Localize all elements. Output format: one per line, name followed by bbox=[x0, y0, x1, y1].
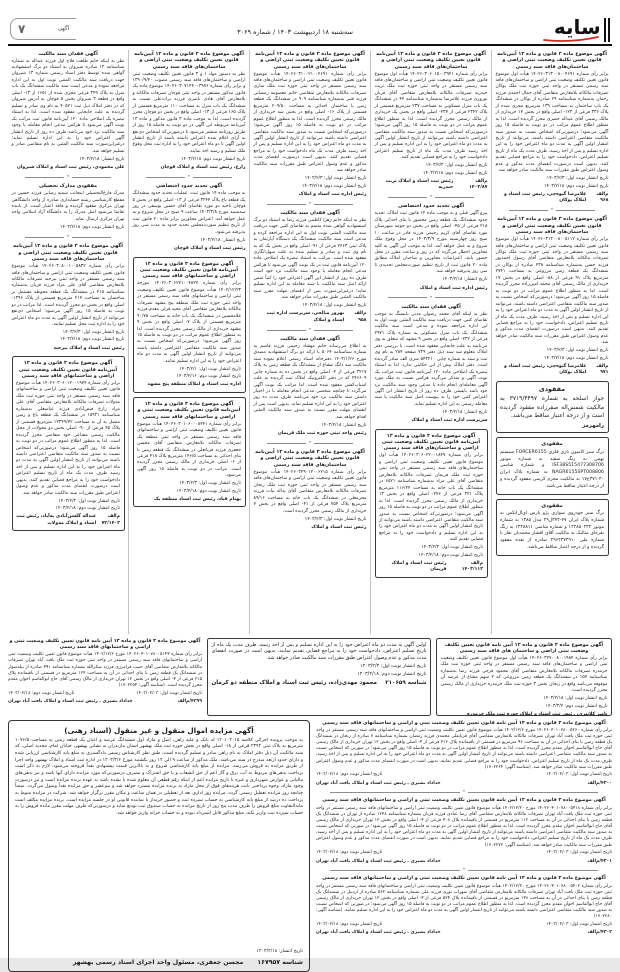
ad-signature bbox=[137, 382, 241, 388]
ad-dates bbox=[254, 423, 367, 430]
registrar-name: خداداد بشیری ـ رئیس ثبت اسناد و املاک یافت آباد تهران bbox=[316, 930, 441, 936]
divider-star: ٭ bbox=[462, 867, 466, 873]
ad-body: نظر به اینکه آقای محمد رضوان مدنی بایسنگ به موجب تقاضای کتبی جهت دریافت سند مالکیت المثنی نوبت اول به این اداره مراجعه نموده و مدعی است سند مالکیت ششدانگ یک باب منزل مسکونی به شماره پلاک ۲۹۷۱ فرعی از ۲۳۲- اصلی واقع در بخش ۹ مشهد که متعلق به وی می‌باشد به علت جابجایی مفقود شده است. با بررسی دفتر املاک معلوم شد سند ذیل دفتر ۷۳۹ صفحه ۲۸۴ به نام وی ثبت و سند به شماره چاپی ۵۴۳۲۱۰ سری الف صادر گردیده است. دفتر املاک بیش از این حکایتی ندارد. لذا به استناد تبصره یک اصلاحی ماده ۱۲۰ آیین‌نامه قانون ثبت مراتب یک نوبت آگهی و متذکر می‌گردد هرکس نسبت به ملک مورد آگهی معامله‌ای انجام داده یا مدعی وجود سند مالکیت نزد خود باشد بایستی ظرف ده روز از تاریخ انتشار این آگهی اعتراض کتبی خود را به پیوست اصل سند مالکیت یا سند معامله رسمی به این اداره تسلیم نماید. bbox=[374, 311, 488, 407]
ad-body: برابر رأی شماره ۱۴۰۲۶۰۳۰۱۰۷۸۰۰۵۱۴۳ مورخ ۱۴۰۲/۱۲/۶ هیأت موضوع قانون تعیین تکلیف وضعیت ثبتی اراضی و ساختمانهای فاقد سند رسمی مستقر در واحد ثبتی حوزه ثبت ملک یافت آباد تهران تصرفات مالکانه بلامعارض متقاضی آقای حبیب فرامرزی فرزند شکرالله بشماره شناسنامه ۳۹۱ صادره از بیله‌سوار در ششدانگ یک قطعه زمین با بنای احداثی در آن به مساحت ۱۲۴ مترمربع در قسمتی از باقیمانده پلاک ۲۱۵ فرعی از ۳- اصلی واقع در بخش ۱۲ تهران خریداری از مالک رسمی آقای حاج ابوالقاسم اخوان مقدم محرز گردیده است. (شناسه آگهی: ۱۷۰۲۲۵۴) bbox=[8, 652, 203, 688]
publish-date: تاریخ انتشار نوبت دوم: ۱۴۰۳/۲/۱۸ bbox=[55, 506, 120, 511]
ad-dates bbox=[12, 330, 125, 344]
divider-line bbox=[314, 330, 352, 331]
ad-dates bbox=[8, 691, 202, 698]
ad-divider bbox=[330, 868, 598, 873]
registrar-name: غلامرضا گیوه‌چی، رئیس ثبت اسناد و املاک بوکان bbox=[503, 363, 587, 376]
ad-title: آگهی موضوع ماده ۳ قانون و ماده ۱۳ آیین‌نامه قانون تعیین تکلیف وضعیت ثبتی اراضی و ساختمان‌های فاقد سند رسمی bbox=[376, 50, 486, 70]
divider-star: ٭ bbox=[462, 789, 466, 795]
ad-block bbox=[207, 638, 431, 716]
auction-footer bbox=[15, 957, 303, 966]
divider-line bbox=[468, 870, 598, 871]
divider-line bbox=[388, 197, 426, 198]
registrar-name: رئیس ثبت اسناد و املاک تربت حیدریه bbox=[385, 178, 454, 191]
column-2 bbox=[371, 50, 492, 634]
publish-date: تاریخ انتشار نوبت اول: ۱۴۰۳/۲/۱۸ bbox=[543, 696, 608, 702]
ad-signature bbox=[496, 192, 609, 205]
ad-title: آگهی تحدید حدود اختصاصی bbox=[397, 203, 465, 210]
registrar-name: رئیس اداره ثبت اسناد و املاک bbox=[298, 191, 367, 197]
column-4 bbox=[129, 50, 250, 634]
ad-signature bbox=[441, 712, 608, 718]
divider-line bbox=[72, 177, 110, 178]
publish-date: تاریخ انتشار نوبت دوم: ۱۴۰۳/۲/۱۸ bbox=[544, 355, 609, 361]
ad-title: مفقودی bbox=[541, 502, 563, 509]
ad-body: برگ سبز خودروی سواری پژو پارس ای‌ال‌ایکس به شماره پلاک ایران ۷۷-۳۷۲ل۴۹ مدل ۱۳۸۵ به شماره موتور ۱۲۴۸۵۰۴۳۲ و شماره شاسی ۱۳۴۸۸۱۱ به رنگ نقره‌ای متالیک به مالکیت آقای افشار محمدیان نقار با شماره ملی ۲۹۶۴۳۷۴۹۱۰ صادره از نقده مفقود گردیده و از درجه اعتبار ساقط می‌باشد. bbox=[500, 510, 604, 550]
registrar-name: اداره ثبت اسناد و املاک منطقه پنج مشهد bbox=[147, 382, 241, 388]
publish-date: تاریخ انتشار نوبت اول: ۱۴۰۳/۲/۳ bbox=[58, 498, 120, 504]
ad-signature bbox=[316, 859, 612, 865]
ad-title: آگهی موضوع ماده ۳ قانون و ماده ۱۳ آیین‌نامه قانون تعیین تکلیف وضعیت ثبتی اراضی و ساختمان‌های فاقد سند رسمی bbox=[13, 243, 123, 263]
ad-title: مفقودی مدارک تحصیلی bbox=[38, 183, 97, 190]
publish-date: تاریخ انتشار نوبت اول: ۱۴۰۳/۲/۳ bbox=[179, 481, 241, 487]
ad-title: آگهی موضوع ماده ۳ قانون و ماده ۱۳ آیین نامه قانون تعیین تکلیف وضعیت ثبتی و اراضی و ساختمانهای فاقد سند رسمی bbox=[322, 876, 606, 882]
publish-date: تاریخ انتشار نوبت اول: ۱۴۰۳/۲/۳ bbox=[421, 545, 483, 551]
ad-title: آگهی موضوع ماده ۳ قانون و ماده ۱۳ آیین نامه قانون تعیین تکلیف وضعیت ثبتی و اراضی و ساختمانهای فاقد سند رسمی bbox=[9, 638, 201, 650]
ad-title: آگهی موضوع ماده ۳ قانون و ماده ۱۳ آیین‌نامه قانون تعیین تکلیف وضعیت ثبتی و اراضی و ساختمانهای فاقد سند رسمی bbox=[137, 400, 241, 420]
ad-body: برابر رأی شماره ۱۴۰۲۶۰۳۰۱۰۷۸۰۰۵۴۰۲ مورخ ۱۴۰۲/۱۲/۲۰ هیأت موضوع قانون تعیین تکلیف وضعیت ثبتی اراضی و ساختمانهای فاقد سند رسمی مستقر در واحد ثبتی حوزه ثبت ملک یافت آباد تهران تصرفات مالکانه بلامعارض متقاضی آقای سهراب نوری فرزند علی بشماره شناسنامه ۵۶۲ صادره از اردبیل در ششدانگ یک قطعه زمین با بنای احداثی در آن به مساحت ۱۳۸ مترمربع در قسمتی از باقیمانده پلاک ۵۲۴ فرعی از ۳- اصلی واقع در بخش ۱۲ تهران خریداری از مالک رسمی آقای حاج ابوالقاسم اخوان مقدم محرز گردیده است. لذا به منظور اطلاع عموم مراتب در دو نوبت به فاصله ۱۵ روز آگهی می‌شود؛ در صورتی که اشخاص نسبت به صدور سند مالکیت متقاضی اعتراضی داشته باشند می‌توانند از تاریخ انتشار اولین آگهی به مدت دو ماه اعتراض خود را به این اداره تسلیم نمایند. (شناسه آگهی: ۱۷۰۲۲۸۰) bbox=[316, 883, 613, 920]
ad-dates bbox=[12, 157, 125, 164]
registrar-name: خداداد بشیری ـ رئیس ثبت اسناد و املاک یافت آباد تهران bbox=[316, 858, 441, 864]
divider-star: ٭ bbox=[429, 294, 433, 300]
columns-container bbox=[8, 50, 612, 634]
publish-date: تاریخ انتشار نوبت اول: ۱۴۰۳/۰۲/۰۳ bbox=[136, 690, 202, 696]
middle-right-notice bbox=[436, 638, 612, 716]
divider-star: ٭ bbox=[429, 194, 433, 200]
ad-dates bbox=[16, 499, 120, 513]
ad-dates bbox=[316, 772, 612, 779]
divider-line bbox=[468, 792, 598, 793]
ad-dates bbox=[316, 850, 612, 857]
publish-date: تاریخ انتشار: ۱۴۰۳/۲/۱۸ bbox=[200, 237, 246, 243]
ad-place: رامهرمز bbox=[582, 423, 604, 430]
ad-title: آگهی موضوع ماده ۳ قانون و ماده ۱۳ آیین نامه قانون تعیین تکلیف وضعیت ثبتی و اراضی و ساختمانهای فاقد سند رسمی bbox=[322, 720, 606, 726]
page-number: ۷ bbox=[18, 22, 26, 36]
ad-block bbox=[133, 51, 246, 172]
publish-date: تاریخ انتشار نوبت دوم: ۱۴۰۳/۳/۲ bbox=[545, 703, 608, 709]
ad-dates bbox=[375, 410, 488, 417]
registrar-name: رئیس ثبت اسناد و املاک bbox=[311, 524, 367, 530]
ad-signature bbox=[254, 311, 367, 324]
ad-signature bbox=[254, 525, 367, 531]
divider-line bbox=[388, 297, 426, 298]
ad-block bbox=[133, 183, 246, 252]
divider-line bbox=[25, 177, 63, 178]
publish-date: تاریخ انتشار نوبت دوم: ۱۴۰۳/۰۲/۱۸ bbox=[8, 690, 75, 696]
publish-date: تاریخ انتشار نوبت دوم: ۱۴۰۳/۲/۱۸ bbox=[418, 552, 483, 558]
ad-title: آگهی موضوع ماده ۳ قانون و ماده ۱۳ آیین نامه قانون تعیین تکلیف وضعیت ثبتی و اراضی و ساختمانهای فاقد سند رسمی bbox=[322, 798, 606, 804]
ad-body: نظر به اینکه خانم طلعت فلاح اول فرزند عبداله به شماره شناسنامه ۱۳ صادره شیروان به استناد دو برگ استشهادیه گواهی شده توسط دفتر اسناد رسمی شماره ۱۳ شیروان جهت دریافت سند مالکیت المثنی نوبت اول به این اداره مراجعه نموده و مدعی است سند مالکیت ششدانگ یک باب منزل به پلاک ۳۴۹ فرعی مجزی شده از ۱۶۵۱ از ۱۳- اصلی واقع در قطعه ۳ شیروان بخش ۵ قوچان به آدرس شیروان که در دفتر املاک ذیل ثبت ۴۰۵۲۱ به نام وی صادر و تسلیم گردیده به علت جابجایی مفقود شده است. لذا به استناد تبصره یک اصلاحی ماده ۱۲۰ آیین‌نامه قانون ثبت مراتب یک نوبت آگهی می‌شود تا هرکس مدعی انجام معامله یا وجود سند مالکیت نزد خود می‌باشد ظرف ده روز از تاریخ انتشار آگهی اعتراض خود را به این اداره تسلیم نماید؛ درغیراین‌صورت سند مالکیت المثنی به نام متقاضی صادر و تسلیم خواهد شد. bbox=[11, 58, 125, 154]
ad-title: آگهی موضوع ماده ۳ قانون و ماده ۱۳ آیین‌نامه قانون تعیین تکلیف وضعیت ثبتی اراضی و ساختمان‌های فاقد سند رسمی bbox=[255, 448, 365, 468]
ad-body: جواز اسلحه به شماره ۳۷۱۹/۴۴۹۷ به مالکیت شمس‌اله صفرزاده مفقود گردیده است و از درجه اعتبار ساقط می‌باشد. bbox=[500, 395, 605, 420]
malf-number: ۴۳۰۰/م‌الف bbox=[587, 780, 612, 786]
auction-notice-box bbox=[8, 720, 310, 972]
publish-date: تاریخ انتشار نوبت اول: ۱۴۰۳/۰۲/۰۳ bbox=[546, 850, 612, 856]
ad-dates bbox=[133, 238, 246, 245]
publish-date: تاریخ انتشار نوبت دوم: ۱۴۰۳/۰۲/۱۸ bbox=[316, 850, 383, 856]
page-header bbox=[8, 6, 612, 42]
ad-block bbox=[254, 449, 367, 531]
ad-dates bbox=[375, 277, 488, 284]
bottom-strip bbox=[8, 720, 612, 972]
logo-text: سایه bbox=[553, 15, 601, 39]
ad-block bbox=[496, 51, 609, 205]
publish-date: تاریخ انتشار نوبت دوم: ۱۴۰۳/۲/۱۸ bbox=[544, 183, 609, 189]
publish-date: تاریخ انتشار نوبت اول: ۱۴۰۳/۲/۳ bbox=[62, 330, 125, 336]
divider-star: ٭ bbox=[66, 174, 70, 180]
ad-block bbox=[375, 429, 488, 578]
ad-signature bbox=[379, 561, 483, 574]
registrar-name: رئیس ثبت اسناد و املاک بیرجند bbox=[53, 345, 125, 351]
divider-line bbox=[267, 330, 305, 331]
registrar-name: علی محمودی، رئیس ثبت اسناد و املاک شیروان bbox=[16, 165, 125, 171]
divider-line bbox=[25, 237, 63, 238]
auction-body: به موجب پرونده اجرائی کلاسه ۱۴۰۱۰۴۰۱۵ له بانک و علیه راهن، اصل و مازاد اول ششدانگ عرصه و اعیان یک قطعه زمین به مساحت ۱۰۷۶/۵ مترمربع به پلاک ثبتی ۲۳۹۲ فرعی از ۱۸- اصلی واقع در بخش حوزه ثبت ملک بهشهر استان مازندران به نشانی بهشهر، خیابان امام، مجدیه اصلی، که سند مالکیت آن ذیل دفتر املاک به نام راهن صادر و تسلیم گردیده است، طبق نظر کارشناس رسمی دادگستری به مبلغ پایه کارشناسی ارزیابی شده و دارای حدود اربعه مندرج در سند می‌باشد. ملک مذکور از ساعت ۹ الی ۱۲ روز یکشنبه مورخ ۱۴۰۳/۳/۶ در اداره ثبت اسناد و املاک بهشهر واحد اجرا از طریق مزایده به فروش می‌رسد. مزایده از مبلغ پایه کارشناسی شروع و به بالاترین قیمت پیشنهادی نقداً فروخته می‌شود. لازم به ذکر است پرداخت بدهی‌های مربوط به آب، برق و گاز اعم از حق انشعاب و یا حق اشتراک و مصرف درصورتی‌که مورد مزایده دارای آنها باشد و نیز بدهی‌های مالیاتی و عوارض شهرداری و غیره تا تاریخ مزایده اعم از اینکه رقم قطعی آن معلوم شده یا نشده باشد به عهده برنده مزایده است و نیز درصورت وجود مازاد، وجوه پرداختی بابت هزینه‌های فوق از محل مازاد به برنده مزایده مسترد خواهد شد و نیم‌عشر و حق مزایده نقداً وصول می‌گردد. ضمناً چنانچه روز مزایده تعطیل رسمی گردد، مزایده روز اداری بعد از تعطیلی در همان ساعت و مکان مقرر برگزار خواهد شد. شرکت در مزایده منوط به پرداخت ده درصد از مبلغ پایه کارشناسی به حساب سپرده ثبت و حضور خریدار یا نماینده قانونی او در جلسه مزایده است. برنده مزایده مکلف است مابه‌التفاوت مبلغ فروش را ظرف مدت پنج روز از تاریخ مزایده به حساب صندوق ثبت تودیع نماید و درصورتی‌که ظرف مهلت مقرر مانده فروش را به حساب سپرده ثبت واریز نکند، مبلغ مذکور قابل استرداد نبوده و به حساب خزانه واریز خواهد شد. bbox=[15, 737, 303, 816]
divider-star: ٭ bbox=[308, 326, 312, 332]
ad-dates bbox=[496, 176, 609, 190]
malf-number: م‌الف ۹۷۱ bbox=[596, 363, 609, 376]
ad-body: برابر رأی شماره ۱۴۰۲۶۰۳۰۶۲۷۱۰۰۴۸۲۷ مورخه ۱۴۰۲/۱۲/۲۳ هیأت موضوع قانون تعیین تکلیف وضعیت ثبتی اراضی و ساختمانهای فاقد سند رسمی مستقر در واحد ثبتی حوزه ثبت ملک منطقه پنج مشهد تصرفات مالکانه بلامعارض متقاضی آقای مجید قزلی مقدم فرزند غلامحسین در ششدانگ یک باب خانه به مساحت ۹۰/۷۵ مترمربع قسمتی از پلاک ۷- اصلی واقع در بخش ۹ مشهد خریداری از مالک رسمی محرز گردیده است. لذا به منظور اطلاع عموم مراتب در دو نوبت به فاصله ۱۵ روز آگهی می‌شود؛ درصورتی‌که اشخاص نسبت به صدور سند مالکیت متقاضی اعتراضی داشته باشند می‌توانند از تاریخ انتشار اولین آگهی به مدت دو ماه اعتراض خود را به این اداره تسلیم نمایند. bbox=[137, 281, 241, 364]
divider-line bbox=[146, 177, 184, 178]
ad-signature bbox=[254, 431, 367, 437]
ad-title: آگهی موضوع ماده ۳ قانون و ماده ۱۳ آیین‌نامه قانون تعیین تکلیف وضعیت ثبتی اراضی و ساختمانهای فاقد سند رسمی bbox=[139, 260, 239, 280]
ad-dates bbox=[137, 481, 241, 495]
logo-bars-icon bbox=[604, 18, 610, 42]
ad-body: برابر رأی شماره ۱۴۰۲۶۰۳۰۱۰۷۸۰۰۵۳۱۸ مورخ ۱۴۰۲/۱۲/۲۰ هیأت موضوع قانون تعیین تکلیف وضعیت ثبتی اراضی و ساختمانهای فاقد سند رسمی مستقر در واحد ثبتی حوزه ثبت ملک یافت آباد تهران تصرفات مالکانه بلامعارض متقاضی آقای رضا عبادی فرزند قربان بشماره شناسنامه ۱۲۴۸ صادره از تهران در ششدانگ یک قطعه زمین با بنای احداثی در آن به مساحت ۱۱۲ مترمربع در قسمتی از باقیمانده پلاک ۳۰۸ فرعی از ۳- اصلی واقع در بخش ۱۲ تهران خریداری از مالک رسمی آقای حاج ابوالقاسم اخوان مقدم محرز گردیده است. لذا به منظور اطلاع عموم مراتب در دو نوبت به فاصله ۱۵ روز آگهی می‌شود؛ در صورتی که اشخاص نسبت به صدور سند مالکیت متقاضی اعتراضی داشته باشند می‌توانند از تاریخ انتشار اولین آگهی به مدت دو ماه اعتراض خود را به این اداره تسلیم و پس از اخذ رسید، ظرف مدت یک ماه از تاریخ تسلیم اعتراض، دادخواست خود را به مراجع قضایی تقدیم نمایند. بدیهی است در صورت انقضای مدت مذکور و عدم وصول اعتراض طبق مقررات سند مالکیت صادر خواهد شد. (شناسه آگهی: ۱۷۰۲۲۷۲) bbox=[316, 805, 613, 848]
ad-dates bbox=[379, 545, 483, 559]
divider-line bbox=[267, 443, 305, 444]
ad-block bbox=[12, 356, 125, 531]
ad-dates bbox=[137, 367, 241, 381]
malf-number: م‌الف ۹۵۸ bbox=[354, 311, 367, 323]
column-5 bbox=[8, 50, 129, 634]
registrar-name: زارع، رئیس ثبت اسناد و املاک قوچان bbox=[160, 165, 246, 171]
ad-body: برابر رأی شماره ۱۴۰۲۶۰۳۱۰۰۲۱۰۰۴۶۹۱ هیأت موضوع قانون تعیین تکلیف وضعیت ثبتی اراضی و ساختمان‌های فاقد سند رسمی مستقر در واحد ثبتی حوزه ثبت ملک ساری تصرفات مالکانه بلامعارض متقاضی خانم معصومه رمضانی فرزند قنبر به‌شماره شناسنامه ۹۰۹ در ششدانگ یک قطعه زمین با ساختمان احداثی به مساحت ۲۰۹/۵۰ مترمربع قسمتی از پلاک ۱۶- اصلی واقع در بخش سه خریداری از مالک رسمی محرز گردیده است. لذا به منظور اطلاع عموم مراتب در دو نوبت به فاصله ۱۵ روز آگهی می‌شود؛ درصورتی‌که اشخاص نسبت به صدور سند مالکیت متقاضی اعتراضی داشته باشند می‌توانند از تاریخ انتشار اولین آگهی به مدت دو ماه اعتراض خود را به این اداره تسلیم و پس از اخذ رسید ظرف مدت یک ماه دادخواست خود را به مراجع قضایی تقدیم کنند. بدیهی است درصورت انقضای مدت مذکور و عدم وصول اعتراض طبق مقررات سند مالکیت صادر خواهد شد. bbox=[253, 71, 367, 174]
ad-divider bbox=[268, 328, 353, 333]
ad-block bbox=[375, 51, 488, 192]
ad-signature bbox=[133, 165, 246, 171]
registrar-name: بهروز صالحی، سرپرست اداره ثبت اسناد و املاک bbox=[266, 311, 345, 323]
ad-block bbox=[316, 721, 612, 787]
divider-star: ٭ bbox=[308, 200, 312, 206]
publish-date: تاریخ انتشار نوبت اول: ۱۴۰۳/۰۲/۰۳ bbox=[546, 921, 612, 927]
ad-divider bbox=[389, 195, 474, 200]
header-rule bbox=[8, 44, 612, 46]
registrar-name: ناصر کلانتری، رئیس ثبت اسناد و املاک حوزه ثبت ملک خرمدره bbox=[467, 711, 608, 717]
ad-title: آگهی موضوع ماده ۳ قانون و ماده ۱۳ آیین‌نامه قانون تعیین تکلیف وضعیت ثبتی اراضی و ساختمان‌های فاقد سند رسمی bbox=[497, 216, 607, 236]
ad-block bbox=[496, 216, 609, 377]
malf-number: ۴۲۹۹/م‌الف bbox=[177, 698, 202, 704]
publish-date: تاریخ انتشار: ۱۴۰۳/۲/۱۸ bbox=[442, 409, 488, 415]
ad-body: به موجب ماده ۱۴ قانون ثبت، عملیات تحدید حدود ششدانگ یک قطعه باغ پلاک ۳۲۴۴ فرعی از ۱۳- اصلی واقع در بخش ۵ قوچان ناحیه دو مورد تقاضای آقای حسین یوسفی در روز سه‌شنبه مورخ ۱۴۰۳/۳/۸ ساعت ۹ صبح در محل شروع و به عمل خواهد آمد. اعتراض مجاورین برابر ماده ۲۰ قانون ثبت از تاریخ تنظیم صورت‌مجلس تحدید حدود به مدت سی روز پذیرفته می‌شود. bbox=[132, 191, 246, 235]
divider-line bbox=[72, 237, 110, 238]
bottom-left-notices bbox=[316, 720, 612, 972]
ad-block bbox=[254, 336, 367, 438]
publish-date: تاریخ انتشار: ۱۴۰۳/۲/۱۸ bbox=[321, 422, 367, 428]
auction-officer-name: محسن جعفری، مسئول واحد اجرای اسناد رسمی بهشهر bbox=[72, 958, 244, 966]
registrar-name: عبداله گلشن‌آبادی به‌آباد، رئیس ثبت اسناد و املاک مه‌ولات bbox=[16, 514, 97, 526]
ad-block bbox=[496, 499, 609, 556]
ad-body: پیرو آگهی قبلی و به موجب ماده ۱۴ قانون ثبت املاک، تحدید حدود ششدانگ یک قطعه زمین محصور با بنای احداثی پلاک ۲۱۸ فرعی از ۴۵- اصلی واقع در بخش دو حومه شهرستان مورد تقاضای آقای کریم رحیمی فرزند قادر در ساعت ۱۰ صبح روز چهارشنبه مورخ ۱۴۰۳/۳/۹ در محل وقوع ملک شروع و به عمل خواهد آمد. لذا به موجب این آگهی به کلیه مجاورین اخطار می‌گردد که در روز و ساعت مقرر در محل حضور یابند. اعتراضات مجاورین و صاحبان املاک مطابق ماده ۲۰ قانون ثبت از تاریخ تنظیم صورت‌مجلس تحدیدی تا سی روز پذیرفته خواهد شد. bbox=[374, 211, 488, 275]
ad-title: آگهی موضوع ماده ۳ قانون و ماده ۱۳ آیین‌نامه قانون تعیین تکلیف وضعیت ثبتی اراضی و ساختمان‌های فاقد سند رسمی bbox=[381, 432, 481, 452]
ad-title: آگهی فقدان سند مالکیت bbox=[38, 50, 98, 57]
registrar-name: غلامرضا گیوه‌چی، رئیس ثبت اسناد و املاک بوکان bbox=[503, 191, 587, 204]
ad-divider bbox=[26, 235, 111, 240]
ad-block bbox=[12, 183, 125, 232]
column-1 bbox=[492, 50, 612, 634]
divider-line bbox=[435, 297, 473, 298]
ad-signature bbox=[12, 165, 125, 171]
logo-red-underline-icon bbox=[543, 36, 599, 42]
ad-title: آگهی موضوع ماده ۳ قانون و ماده ۱۳ آیین‌نامه قانون تعیین تکلیف وضعیت ثبتی اراضی و ساختمان‌های فاقد سند رسمی bbox=[134, 50, 244, 70]
divider-line bbox=[193, 177, 231, 178]
malf-number: م‌الف ۷۲/۱۴۰۳ bbox=[101, 514, 120, 526]
ad-body: برابر رأی شماره ۱۴۰۲۶۰۳۱۳۰۰۸۰۰۵۱۱۲ هیأت اول موضوع قانون تعیین تکلیف وضعیت ثبتی اراضی و ساختمان‌های فاقد سند رسمی مستقر در واحد ثبتی حوزه ثبت ملک بوکان تصرفات مالکانه بلامعارض متقاضی آقای رسول احمدپور فرزند حسن به‌شماره شناسنامه ۴۳۸ صادره از بوکان در ششدانگ یک قطعه زمین مزروعی به مساحت ۲۷۴۱ مترمربع پلاک ۹۱ فرعی از ۸۸- اصلی واقع در بخش ۱۷ خریداری از مالک رسمی آقای محمد امین‌زاده محرز گردیده است. لذا به منظور اطلاع عموم مراتب در دو نوبت به فاصله ۱۵ روز آگهی می‌شود؛ درصورتی‌که اشخاص نسبت به صدور سند مالکیت متقاضی اعتراضی داشته باشند، می‌توانند از تاریخ انتشار اولین آگهی به مدت دو ماه اعتراض خود را به این اداره تسلیم و پس از اخذ رسید، ظرف مدت یک ماه از تاریخ تسلیم اعتراض، دادخواست خود را به مراجع قضایی تقدیم کنند. بدیهی است درصورت انقضای مدت مذکور و عدم وصول اعتراض طبق مقررات سند مالکیت صادر خواهد شد. bbox=[495, 237, 609, 346]
ad-title: آگهی تحدید حدود اختصاصی bbox=[155, 183, 223, 190]
auction-title: آگهی مزایده اموال منقول و غیر منقول (اسناد رهنی) bbox=[64, 725, 254, 735]
ad-block bbox=[316, 798, 612, 864]
ad-dates bbox=[375, 163, 488, 177]
middle-center-notice bbox=[207, 638, 431, 716]
registrar-name: بهنام قباد، رئیس ثبت اسناد منطقه یک bbox=[154, 496, 241, 502]
middle-left-notices bbox=[8, 638, 202, 716]
divider-star: ٭ bbox=[66, 234, 70, 240]
divider-line bbox=[330, 792, 460, 793]
divider-line bbox=[435, 197, 473, 198]
malf-number: م‌الف ۱۴۰۳/۸۷ bbox=[468, 178, 488, 191]
ad-block bbox=[8, 639, 202, 706]
ad-dates bbox=[12, 225, 125, 232]
ad-signature bbox=[12, 346, 125, 352]
ad-body: نظر به دستور مواد ۱ و ۳ قانون تعیین تکلیف وضعیت ثبتی اراضی و ساختمان‌های فاقد سند رسمی مصوب ۱۳۹۰/۹/۲۰ و برابر رأی شماره ۱۴۰۲۶۰۳۰۷۱۴۴۰۰۳۹۷۶ موضوع ماده یک قانون مذکور مستقر در واحد ثبتی قوچان تصرفات مالکانه و بلامعارض آقای هادی ناصری فرزند برات‌علی نسبت به ششدانگ یک باب منزل به مساحت ۱۱۰ مترمربع قسمتی از پلاک ۱۶۵ فرعی از ۱۳- اصلی واقع در بخش دو قوچان محرز گردیده است. لذا به موجب ماده ۳ قانون مذکور و ماده ۱۳ آیین‌نامه مربوطه این آگهی در دو نوبت به فاصله ۱۵ روز از طریق روزنامه منتشر می‌شود تا درصورتی‌که اشخاص ذی‌نفع به آرای اعلام شده اعتراض داشته باشند از تاریخ انتشار اولین آگهی تا دو ماه اعتراض خود را به اداره ثبت محل وقوع ملک تسلیم و رسید اخذ نمایند. bbox=[132, 71, 246, 154]
ad-divider bbox=[268, 441, 353, 446]
ad-block bbox=[496, 381, 609, 434]
publish-date: تاریخ انتشار نوبت اول: ۱۴۰۳/۰۲/۰۳ bbox=[546, 772, 612, 778]
ad-body: مدرک فارغ‌التحصیلی اینجانب سمیه رضایی فرزند حسین در مقطع کارشناسی رشته حسابداری صادره از واحد دانشگاهی تهران مرکزی مفقود گردیده و فاقد اعتبار است. از یابنده تقاضا می‌شود اصل مدرک را به دانشگاه آزاد اسلامی واحد تهران مرکزی ارسال نماید. bbox=[11, 191, 125, 222]
ad-body: برابر رأی شماره ۱۴۰۲۶۰۳۲۷۰۰۸۰۰۱۹۸۴ هیأت اول موضوع قانون تعیین تکلیف وضعیت ثبتی اراضی و ساختمان‌های فاقد سند رسمی مستقر در واحد ثبتی حوزه ثبت ملک خرمدره تصرفات مالکانه بلامعارض متقاضی آقای محمود فرجی فرزند رضا به‌شماره شناسنامه ۱۵۷ در ششدانگ یک قطعه زمین مزروعی که ۲ سهم مشاع از عرصه آن موقوفه می‌باشد واقع در زنجان بخش ۳ حوزه ثبت ملک خرمدره خریداری از مالک رسمی محرز گردیده است. bbox=[440, 656, 608, 694]
divider-line bbox=[556, 210, 594, 211]
ad-body: برابر رأی شماره ۱۴۰۲۶۰۳۰۶۰۱۵۰۰۳۹۴۱ هیأت اول موضوع قانون تعیین تکلیف وضعیت ثبتی اراضی و ساختمان‌های فاقد سند رسمی مستقر در واحد ثبتی حوزه ثبت ملک تربت حیدریه تصرفات مالکانه بلامعارض متقاضی آقای قربان نوروزی فرزند غلامرضا به‌شماره شناسنامه ۴۴ در ششدانگ یک باب منزل مسکونی به مساحت ۲۳۷ مترمربع قسمتی از پلاک ۲۳۴۲ فرعی از ۲۳۷- اصلی واقع در بخش یک خریداری از مالک رسمی محرز گردیده است. لذا به منظور اطلاع عموم مراتب در دو نوبت به فاصله ۱۵ روز آگهی می‌شود؛ درصورتی‌که اشخاص نسبت به صدور سند مالکیت متقاضی اعتراضی داشته باشند می‌توانند از تاریخ انتشار اولین آگهی به مدت دو ماه اعتراض خود را به این اداره تسلیم و پس از اخذ رسید ظرف مدت یک ماه از تاریخ تسلیم اعتراض دادخواست خود را به مراجع قضایی تقدیم کنند. bbox=[374, 71, 488, 161]
date-issue-line: سه‌شنبه ۱۸ اردیبهشت ۱۴۰۳ / شماره ۳۰۶۹ bbox=[237, 28, 353, 36]
ad-body: برابر رأی شماره ۱۴۰۲۶۰۳۰۶۰۲۲۰۰۱۸۴۷ هیأت اول موضوع قانون تعیین تکلیف وضعیت ثبتی اراضی و ساختمان‌های فاقد سند رسمی مستقر در واحد ثبتی حوزه ثبت ملک فریمان تصرفات مالکانه بلامعارض متقاضی آقای علی مراد به‌شماره شناسنامه ۶۵۲۱ در ششدانگ یک باب خانه به مساحت ۱۱۶/۲۴ مترمربع پلاک ۳۲۱ فرعی از ۲۷۶- اصلی واقع در بخش ۱۳ خریداری از مالک رسمی محرز گردیده است. لذا به منظور اطلاع عموم مراتب در دو نوبت به فاصله ۱۵ روز آگهی می‌شود؛ درصورتی‌که اشخاص نسبت به صدور سند مالکیت متقاضی اعتراضی داشته باشند می‌توانند از تاریخ انتشار اولین آگهی به مدت دو ماه اعتراض خود را به این اداره تسلیم و دادخواست خود را به مراجع قضایی تقدیم کنند. bbox=[379, 453, 484, 543]
column-3 bbox=[250, 50, 371, 634]
ad-divider bbox=[330, 790, 598, 795]
page-section-label: آگهی bbox=[57, 26, 69, 32]
publish-date: تاریخ انتشار نوبت دوم: ۱۴۰۳/۲/۱۸ bbox=[181, 156, 246, 162]
ad-divider bbox=[268, 202, 353, 207]
divider-line bbox=[509, 210, 547, 211]
page-number-tab bbox=[10, 18, 76, 40]
ad-signature bbox=[496, 364, 609, 377]
ad-block bbox=[133, 397, 246, 508]
ad-body: برابر رأی شماره ۱۴۰۲۶۰۳۰۱۰۷۸۰۰۵۲۶۰ مورخ ۱۴۰۲/۱۲/۶ هیأت موضوع قانون تعیین تکلیف وضعیت ثبتی اراضی و ساختمانهای فاقد سند رسمی مستقر در واحد ثبتی حوزه ثبت ملک یافت آباد تهران تصرفات مالکانه بلامعارض متقاضی آقای قربانعلی محمدی فرزند رمضان بشماره شناسنامه ۷ صادره از زنجان در ششدانگ یک قطعه زمین با بنای احداثی در آن به مساحت ۹۶ مترمربع در قسمتی از باقیمانده پلاک ۴۱۶ فرعی از ۳- اصلی واقع در بخش ۱۲ تهران خریداری از مالک رسمی آقای حاج ابوالقاسم اخوان مقدم محرز گردیده است. لذا به منظور اطلاع عموم مراتب در دو نوبت به فاصله ۱۵ روز آگهی می‌شود؛ در صورتی که اشخاص نسبت به صدور سند مالکیت متقاضی اعتراضی داشته باشند می‌توانند از تاریخ انتشار اولین آگهی به مدت دو ماه اعتراض خود را به این اداره تسلیم و پس از اخذ رسید، ظرف مدت یک ماه از تاریخ تسلیم اعتراض، دادخواست خود را به مراجع قضایی تقدیم نمایند. بدیهی است در صورت انقضای مدت مذکور و عدم وصول اعتراض طبق مقررات سند مالکیت صادر خواهد شد. (شناسه آگهی: ۱۷۰۲۲۶۴) bbox=[316, 727, 613, 770]
publish-date: تاریخ انتشار نوبت دوم: ۱۴۰۳/۲/۱۸ bbox=[176, 488, 241, 494]
ad-block bbox=[316, 876, 612, 936]
publish-date: تاریخ انتشار نوبت دوم: ۱۴۰۳/۲/۱۸ bbox=[302, 183, 367, 189]
ad-title: مفقودی bbox=[538, 384, 566, 393]
ad-title: مفقودی bbox=[541, 441, 563, 448]
ad-divider bbox=[26, 175, 111, 180]
ad-body: اولین آگهی به مدت دو ماه اعتراض خود را به این اداره تسلیم و پس از اخذ رسید، ظرف مدت یک ماه از تاریخ تسلیم اعتراض، دادخواست خود را به مراجع قضایی تقدیم نمایند. بدیهی است در صورت انقضای مدت مذکور و عدم وصول اعتراض طبق مقررات سند مالکیت صادر خواهد شد. bbox=[211, 641, 427, 661]
registrar-name: رئیس اداره ثبت اسناد و املاک bbox=[419, 285, 488, 291]
publish-date: تاریخ انتشار نوبت اول: ۱۴۰۳/۲/۳ bbox=[546, 176, 609, 182]
ad-block bbox=[496, 437, 609, 494]
ad-block bbox=[375, 203, 488, 292]
ad-signature bbox=[375, 179, 488, 192]
registrar-name: رئیس ثبت اسناد و املاک فریمان bbox=[391, 560, 447, 573]
ad-block bbox=[436, 638, 612, 716]
ad-block bbox=[375, 304, 488, 425]
ad-signature bbox=[375, 286, 488, 292]
ad-title: آگهی فقدان سند مالکیت bbox=[280, 335, 340, 342]
publish-date: تاریخ انتشار نوبت دوم: ۱۴۰۳/۰۲/۱۸ bbox=[316, 921, 383, 927]
publish-date: تاریخ انتشار نوبت دوم: ۱۴۰۳/۲/۱۶ bbox=[176, 374, 241, 380]
ad-dates bbox=[254, 517, 367, 524]
ad-signature bbox=[137, 497, 241, 503]
ad-block bbox=[133, 257, 246, 393]
registrar-name: محمود مهدی‌زاده، رئیس ثبت اسناد و املاک منطقه دو کرمان bbox=[211, 679, 377, 686]
divider-line bbox=[314, 204, 352, 205]
ad-block bbox=[254, 51, 367, 199]
publish-date: تاریخ انتشار نوبت دوم: ۱۴۰۳/۲/۱۸ bbox=[357, 670, 427, 677]
publish-date: تاریخ انتشار نوبت اول: ۱۴۰۳/۲/۱ bbox=[179, 366, 241, 372]
ad-block bbox=[12, 51, 125, 172]
publish-date: تاریخ انتشار نوبت دوم: ۱۴۰۳/۲/۱۸ bbox=[60, 224, 125, 230]
publish-date: تاریخ انتشار نوبت اول: ۱۴۰۳/۲/۱۸ bbox=[302, 303, 367, 309]
newspaper-logo bbox=[514, 17, 610, 42]
publish-date: تاریخ انتشار نوبت اول: ۱۴۰۳/۲/۳ bbox=[304, 516, 367, 522]
ad-title: آگهی فقدان سند مالکیت bbox=[280, 209, 340, 216]
ad-signature bbox=[8, 699, 202, 705]
ad-divider bbox=[510, 208, 595, 213]
publish-date: تاریخ انتشار نوبت اول: ۱۴۰۳/۲/۳ bbox=[546, 348, 609, 354]
auction-id-number: شناسه ۱۶۷۹۵۷ bbox=[257, 958, 303, 966]
publish-date: تاریخ انتشار نوبت اول: ۱۴۰۳/۲/۳ bbox=[360, 662, 427, 669]
ad-dates bbox=[496, 348, 609, 362]
malf-number: ۴۳۰۲/م‌الف bbox=[587, 930, 612, 936]
divider-star: ٭ bbox=[187, 174, 191, 180]
ad-dates bbox=[133, 157, 246, 164]
divider-star: ٭ bbox=[308, 439, 312, 445]
ad-divider bbox=[147, 175, 232, 180]
malf-number: م‌الف ۱۴۰۳/۱۱۲ bbox=[461, 560, 483, 573]
ad-body: به اطلاع می‌رساند خانم مهشاد رحیمی فرزند قاسم به شماره شناسنامه ۵۰۶۴ با ارائه دو برگ استشهادیه مصدق مورخ ۱۴۰۳/۱/۲۶ دفترخانه اسناد رسمی اعلام نموده سند مالکیت سه دانگ مشاع از ششدانگ یک قطعه زمین به پلاک ۳۲۱۷ فرعی از ۲- اصلی واقع در بخش ده به شماره چاپی ۲۴۶۶۰۹ که در دفتر الکترونیک املاک ثبت گردیده به علت اسباب‌کشی مفقود شده است. لذا مراتب یک نوبت آگهی می‌گردد تا چنانچه شخصی مدعی انجام معامله یا در اختیار داشتن سند مالکیت نزد خود می‌باشد ظرف مدت ده روز اعتراض خود را به این اداره تسلیم نماید. بدیهی است پس از انقضای مهلت مقرر نسبت به صدور سند مالکیت المثنی اقدام خواهد شد. bbox=[253, 343, 367, 420]
registrar-name: خداداد بشیری ـ رئیس ثبت اسناد و املاک یافت آباد تهران bbox=[316, 780, 441, 786]
ad-signature bbox=[212, 680, 427, 688]
divider-star: ٭ bbox=[550, 207, 554, 213]
registrar-name: خداداد بشیری ـ رئیس ثبت اسناد و املاک یافت آباد تهران bbox=[8, 698, 133, 704]
publish-date: تاریخ انتشار نوبت دوم: ۱۴۰۳/۲/۱۸ bbox=[423, 170, 488, 176]
middle-strip bbox=[8, 638, 612, 716]
ad-signature bbox=[16, 514, 120, 527]
ad-block bbox=[12, 243, 125, 352]
ad-title: آگهی فقدان سند مالکیت bbox=[401, 303, 461, 310]
ad-dates bbox=[254, 176, 367, 190]
ad-body: برابر رأی شماره ۱۴۰۲۶۰۳۰۸۰۰۱۰۰۵۸۳۲ هیأت موضوع قانون تعیین تکلیف وضعیت ثبتی اراضی و ساختمان‌های فاقد سند رسمی مستقر در واحد ثبتی بیرجند تصرفات مالکانه بلامعارض متقاضی آقای علی مراد فرزند قربان به‌شماره شناسنامه ۴۱۵ در ششدانگ یک قطعه محوطه مشتمل بر ساختمان به مساحت ۲۱۷ مترمربع قسمتی از پلاک ۱۳۹۶- اصلی واقع در بخش دو محرز گردیده است. لذا مراتب در دو نوبت به فاصله ۱۵ روز آگهی می‌شود؛ اشخاص ذی‌نفع می‌توانند از تاریخ انتشار اولین آگهی به مدت دو ماه اعتراض خود را به اداره ثبت محل تسلیم نمایند. bbox=[11, 264, 125, 328]
ad-signature bbox=[133, 246, 246, 252]
ad-title: آگهی موضوع ماده ۳ قانون و ماده ۱۳ آیین نامه قانون تعیین تکلیف وضعیت ثبتی اراضی و ساختمان های فاقد سند رسمی bbox=[444, 641, 604, 655]
publish-date: تاریخ انتشار: ۱۴۰۳/۲/۱۸ bbox=[442, 277, 488, 283]
ad-divider bbox=[389, 296, 474, 301]
publish-date: تاریخ انتشار نوبت دوم: ۱۴۰۳/۰۲/۱۸ bbox=[316, 772, 383, 778]
publish-date: تاریخ انتشار: ۱۴۰۳/۲/۱۸ bbox=[79, 156, 125, 162]
ad-title: آگهی موضوع ماده ۳ قانون و ماده ۱۳ آیین‌نامه قانون تعیین تکلیف وضعیت ثبتی اراضی و ساختمان‌های فاقد سند رسمی bbox=[255, 50, 365, 70]
malf-number: شناسه ۲۱۰۶۵۹ bbox=[385, 679, 427, 686]
ad-body: نظر به اینکه خانم زهرا کاظمی فرزند رضا به استناد دو برگ استشهادیه گواهی شده منضم به تقاضای کتبی جهت دریافت سند مالکیت المثنی نوبت اول به این اداره مراجعه کرده و مدعی است سند مالکیت ششدانگ یک دستگاه آپارتمان به پلاک ثبتی ۲۴۶۳ فرعی از ۹۱- اصلی واقع در بخش یک که به نام وی ثبت و صادر و تسلیم شده به علت سهل‌انگاری مفقود شده است. مراتب به استناد تبصره یک اصلاحی ماده ۱۲۰ آیین‌نامه قانون ثبت در یک نوبت آگهی می‌شود تا هرکس مدعی انجام معامله یا وجود سند مالکیت نزد خود است ظرف ده روز از انتشار این آگهی اعتراض خود را کتباً ضمن ارائه اصل سند مالکیت یا سند معامله به این اداره تسلیم نماید؛ درغیراین‌صورت پس از انقضای مهلت مقرر سند مالکیت المثنی طبق مقررات صادر خواهد شد. bbox=[253, 217, 367, 301]
publish-date: تاریخ انتشار نوبت دوم: ۱۴۰۳/۲/۱۸ bbox=[60, 337, 125, 343]
publish-date: تاریخ انتشار نوبت اول: ۱۴۰۳/۲/۳ bbox=[304, 176, 367, 182]
ad-block bbox=[254, 210, 367, 325]
ad-title: آگهی موضوع ماده ۳ قانون و ماده ۱۳ آیین‌نامه قانون تعیین تکلیف وضعیت ثبتی اراضی و ساختمان‌های فاقد سند رسمی bbox=[497, 50, 607, 70]
ad-body: برابر رأی شماره ۱۴۰۲۶۰۳۰۱۰۶۰۰۰۸۴۴۱ هیأت موضوع قانون تعیین تکلیف وضعیت ثبتی اراضی و ساختمانهای فاقد سند رسمی مستقر در واحد ثبتی منطقه یک تصرفات مالکانه بلامعارض متقاضی آقای محسن جعفری فرزند قربانعلی در ششدانگ یک قطعه زمین با بنای احداثی به مساحت ۱۴۶/۵ مترمربع پلاک ۴۱۸ فرعی از ۶- اصلی خریداری از مالک رسمی محرز گردیده است. مراتب در دو نوبت به فاصله ۱۵ روز آگهی می‌شود. bbox=[137, 421, 241, 479]
publish-date: تاریخ انتشار نوبت اول: ۱۴۰۳/۲/۳ bbox=[425, 163, 488, 169]
registrar-name: سرپرست اداره ثبت اسناد و املاک bbox=[411, 418, 488, 424]
registrar-name: رئیس واحد ثبتی حوزه ثبت ملک فریمان bbox=[277, 431, 367, 437]
ad-signature bbox=[375, 418, 488, 424]
malf-number: م‌الف ۹۶۸ bbox=[596, 191, 609, 204]
ad-body: برابر رأی شماره ۱۴۰۲۶۰۳۲۹۰۱۲۰۰۶۲۱۵ هیأت موضوع قانون تعیین تکلیف وضعیت ثبتی اراضی و ساختمان‌های فاقد سند رسمی مستقر در واحد ثبتی حوزه ثبت ملک زنجان تصرفات مالکانه بلامعارض متقاضی آقای یداله بیات فرزند محرمعلی در ششدانگ یک باب خانه به مساحت ۸۹/۱۶ مترمربع پلاک ۷۵۴ فرعی از ۴۱- اصلی واقع در بخش ۷ خریداری از مالک رسمی محرز گردیده است. bbox=[253, 469, 367, 514]
ad-signature bbox=[254, 192, 367, 198]
ad-body: برابر رأی شماره ۱۴۰۲۶۰۳۱۳۰۰۸۰۰۴۶۹۱ هیأت اول موضوع قانون تعیین تکلیف وضعیت ثبتی اراضی و ساختمان‌های فاقد سند رسمی مستقر در واحد ثبتی حوزه ثبت ملک بوکان تصرفات مالکانه بلامعارض متقاضی آقای جمال احمدی فرزند رحمان به‌شماره شناسنامه ۲۹ صادره از بوکان در ششدانگ یک باب ساختمان به مساحت ۱۳۹ مترمربع مجزی شده از پلاک ۳۳۶ فرعی از ۱۲۳- اصلی واقع در بخش ۱۷ خریداری از مالک رسمی آقای عبداله خضری محرز گردیده است. لذا به منظور اطلاع عموم مراتب در دو نوبت به فاصله ۱۵ روز آگهی می‌شود؛ درصورتی‌که اشخاص نسبت به صدور سند مالکیت متقاضی اعتراضی داشته باشند، می‌توانند از تاریخ انتشار اولین آگهی به مدت دو ماه اعتراض خود را به این اداره تسلیم و پس از اخذ رسید، ظرف مدت یک ماه از تاریخ تسلیم اعتراض، دادخواست خود را به مراجع قضایی تقدیم کنند. بدیهی است درصورت انقضای مدت مذکور و عدم وصول اعتراض طبق مقررات سند مالکیت صادر خواهد شد. bbox=[495, 71, 609, 174]
registrar-name: رئیس ثبت اسناد و املاک قوچان bbox=[173, 246, 246, 252]
ad-title: آگهی موضوع ماده ۳ قانون و ماده ۱۳ آیین‌نامه قانون تعیین تکلیف وضعیت ثبتی اراضی و ساختمانهای فاقد سند رسمی bbox=[18, 360, 118, 380]
ad-dates bbox=[441, 696, 608, 710]
divider-line bbox=[314, 443, 352, 444]
ad-body: برابر رأی شماره ۱۴۰۲۶۰۳۰۶۰۱۲۰۰۱۹۷۴ هیأت موضوع قانون تعیین تکلیف وضعیت ثبتی اراضی و ساختمانهای فاقد سند رسمی مستقر در واحد ثبتی حوزه ثبت ملک مه‌ولات تصرفات مالکانه بلامعارض متقاضی آقای علی مراد زارع فیض‌آبادی فرزند عباسعلی به‌شماره شناسنامه ۱۵۹۳۱ در ششدانگ یک قطعه باغ و زمین متصل به آن به مساحت ۱۲۳۴۹/۷۲ مترمربع قسمتی از پلاک ۴۵ فرعی از ۹۰- اصلی بخش دو محولات از محل مالکیت رسمی مشاعی خود متقاضی محرز گردیده است. لذا به منظور اطلاع عموم مراتب در دو نوبت به فاصله ۱۵ روز آگهی می‌شود؛ درصورتی‌که اشخاص نسبت به صدور سند مالکیت متقاضی اعتراضی داشته باشند می‌توانند از تاریخ انتشار اولین آگهی به مدت دو ماه اعتراض خود را به این اداره تسلیم و پس از اخذ رسید ظرف مدت یک ماه از تاریخ تسلیم اعتراض دادخواست خود را به مراجع قضایی تقدیم کنند. بدیهی است درصورت انقضای مدت مذکور و عدم وصول اعتراض طبق مقررات سند مالکیت صادر خواهد شد. bbox=[16, 381, 120, 496]
ad-dates bbox=[316, 922, 612, 929]
ad-dates bbox=[254, 303, 367, 310]
ad-signature bbox=[316, 930, 612, 936]
divider-line bbox=[267, 204, 305, 205]
malf-number: ۴۳۰۱/م‌الف bbox=[587, 858, 612, 864]
auction-publish-date: تاریخ انتشار: ۱۴۰۳/۲/۱۸ bbox=[256, 948, 303, 954]
ad-dates bbox=[212, 663, 427, 678]
ad-signature bbox=[316, 781, 612, 787]
ad-body: برگ سبز کامیون باری فلزی FORCER6155 سیستم بهمن به رنگ سفید به شماره موتور ISF38S515477308706 و شماره شاسی NAGR6155SPT008806 به شماره پلاک ایران ۴۰-۳۷۱ع۱۷ به مالکیت محرم کریمی مفقود گردیده و از درجه اعتبار ساقط می‌باشد. bbox=[500, 449, 604, 489]
divider-line bbox=[330, 870, 460, 871]
